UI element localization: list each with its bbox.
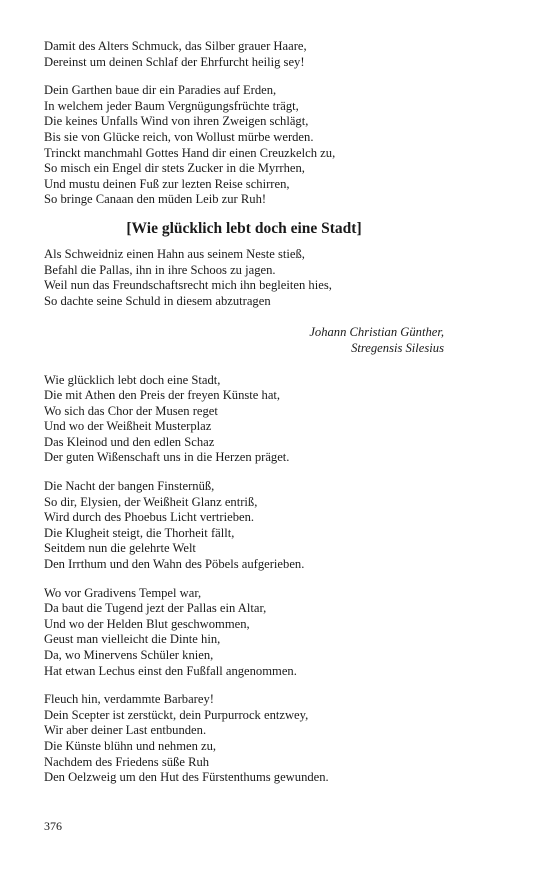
verse-line: So dachte seine Schuld in diesem abzutragen — [44, 293, 271, 308]
verse-line: Befahl die Pallas, ihn in ihre Schoos zu jagen. — [44, 262, 276, 277]
verse-line: Als Schweidniz einen Hahn aus seinem Neste stieß, — [44, 246, 305, 261]
verse-line: Den Irrthum und den Wahn des Pöbels aufgerieben. — [44, 557, 305, 572]
verse-line: Seitdem nun die gelehrte Welt — [44, 541, 196, 556]
poem-title: [Wie glücklich lebt doch eine Stadt] — [126, 219, 362, 237]
verse-line: Nachdem des Friedens süße Ruh — [44, 754, 210, 769]
verse-line: Die Künste blühn und nehmen zu, — [44, 738, 217, 753]
verse-line: Wo sich das Chor der Musen reget — [44, 403, 218, 418]
verse-line: Geust man vielleicht die Dinte hin, — [44, 632, 221, 647]
verse-line: Und mustu deinen Fuß zur lezten Reise schirren, — [44, 176, 290, 191]
verse-line: Hat etwan Lechus einst den Fußfall angenommen. — [44, 663, 297, 678]
verse-line: Bis sie von Glücke reich, von Wollust mürbe werden. — [44, 129, 314, 144]
verse-line: So dir, Elysien, der Weißheit Glanz entriß, — [44, 494, 258, 509]
author-origin: Stregensis Silesius — [351, 340, 444, 355]
verse-line: Und wo der Helden Blut geschwommen, — [44, 616, 250, 631]
stanza-5 — [44, 586, 444, 680]
verse-line: Weil nun das Freundschaftsrecht mich ihn begleiten hies, — [44, 278, 332, 293]
verse-line: In welchem jeder Baum Vergnügungsfrüchte trägt, — [44, 98, 299, 113]
verse-line: Den Oelzweig um den Hut des Fürstenthums gewunden. — [44, 770, 329, 785]
verse-line: Trinckt manchmahl Gottes Hand dir einen Creuzkelch zu, — [44, 145, 336, 160]
verse-line: Die Nacht der bangen Finsternüß, — [44, 479, 215, 494]
verse-line: So bringe Canaan den müden Leib zur Ruh! — [44, 192, 267, 207]
page-number: 376 — [44, 819, 62, 833]
verse-line: So misch ein Engel dir stets Zucker in die Myrrhen, — [44, 161, 305, 176]
verse-line: Dereinst um deinen Schlaf der Ehrfurcht heilig sey! — [44, 54, 305, 69]
verse-line: Die Klugheit steigt, die Thorheit fällt, — [44, 525, 235, 540]
verse-line: Der guten Wißenschaft uns in die Herzen präget. — [44, 450, 290, 465]
verse-line: Da, wo Minervens Schüler knien, — [44, 648, 214, 662]
verse-line: Und wo der Weißheit Musterplaz — [44, 419, 212, 434]
author-name: Johann Christian Günther, — [309, 325, 444, 340]
verse-line: Wird durch des Phoebus Licht vertrieben. — [44, 510, 255, 525]
intro-verse — [44, 247, 444, 309]
verse-line: Wir aber deiner Last entbunden. — [44, 723, 207, 738]
verse-line: Wie glücklich lebt doch eine Stadt, — [44, 372, 221, 387]
stanza-4 — [44, 479, 444, 573]
page-body — [44, 39, 444, 786]
attribution — [44, 325, 444, 356]
verse-line: Da baut die Tugend jezt der Pallas ein Altar, — [44, 601, 267, 616]
stanza-2 — [44, 83, 444, 208]
stanza-1 — [44, 39, 444, 70]
stanza-3 — [44, 373, 444, 467]
verse-line: Fleuch hin, verdammte Barbarey! — [44, 692, 214, 707]
verse-line: Dein Scepter ist zerstückt, dein Purpurrock entzwey, — [44, 707, 309, 722]
verse-line: Damit des Alters Schmuck, das Silber grauer Haare, — [44, 39, 307, 53]
verse-line: Dein Garthen baue dir ein Paradies auf Erden, — [44, 83, 277, 98]
verse-line: Die keines Unfalls Wind von ihren Zweigen schlägt, — [44, 114, 309, 129]
stanza-6 — [44, 692, 444, 786]
verse-line: Die mit Athen den Preis der freyen Künste hat, — [44, 388, 281, 403]
verse-line: Das Kleinod und den edlen Schaz — [44, 434, 215, 449]
verse-line: Wo vor Gradivens Tempel war, — [44, 585, 202, 600]
